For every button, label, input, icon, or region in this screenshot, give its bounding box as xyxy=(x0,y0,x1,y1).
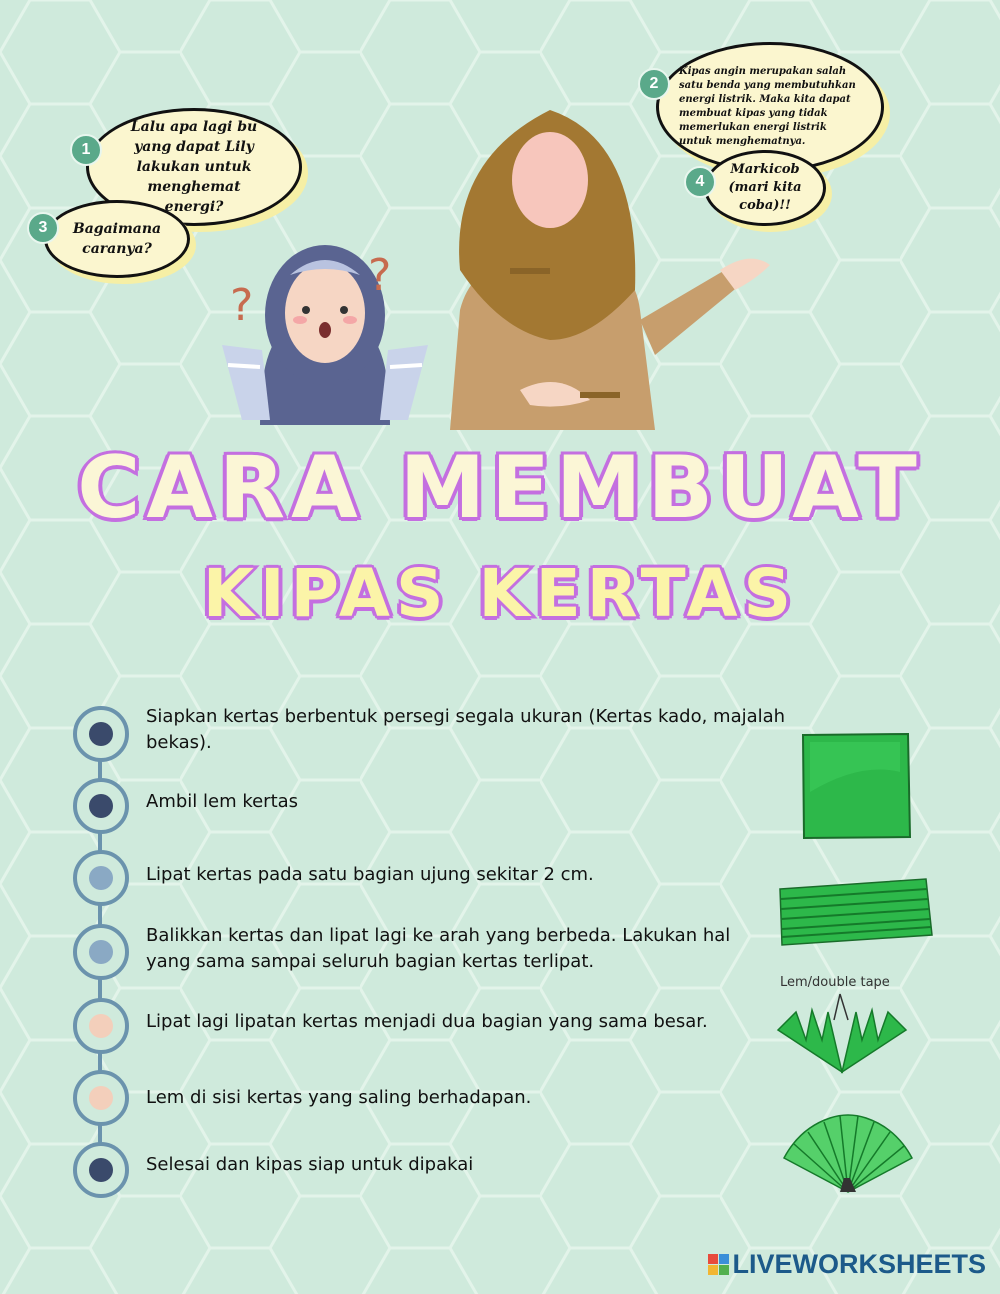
liveworksheets-logo-icon xyxy=(708,1254,729,1275)
step-node-1 xyxy=(73,706,129,762)
step-node-5 xyxy=(73,998,129,1054)
step-text-3: Lipat kertas pada satu bagian ujung sekitar 2 cm. xyxy=(146,864,594,885)
step-dot-3 xyxy=(89,866,113,890)
speech-bubble-4-text: Markicob (mari kita coba)!! xyxy=(728,162,802,213)
step-node-3 xyxy=(73,850,129,906)
speech-bubble-3 xyxy=(44,200,190,278)
step-text-2: Ambil lem kertas xyxy=(146,791,299,812)
step-node-7 xyxy=(73,1142,129,1198)
green-square-paper-image xyxy=(800,732,912,840)
half-fold-fan-image xyxy=(776,990,908,1078)
speech-bubble-1-text: Lalu apa lagi bu yang dapat Lily lakukan untuk menghemat energi? xyxy=(130,119,258,215)
folded-paper-image xyxy=(776,875,934,947)
step-dot-1 xyxy=(89,722,113,746)
step-text-1: Siapkan kertas berbentuk persegi segala ukuran (Kertas kado, majalah bekas). xyxy=(146,706,786,753)
girl-illustration xyxy=(200,235,450,435)
liveworksheets-logo[interactable] xyxy=(708,1249,986,1280)
step-dot-2 xyxy=(89,794,113,818)
step-dot-5 xyxy=(89,1014,113,1038)
step-text-4: Balikkan kertas dan lipat lagi ke arah yang berbeda. Lakukan hal yang sama sampai seluruh bagian kertas terlipat. xyxy=(146,925,731,972)
step-text-7: Selesai dan kipas siap untuk dipakai xyxy=(146,1154,474,1175)
step-text-5: Lipat lagi lipatan kertas menjadi dua bagian yang sama besar. xyxy=(146,1011,708,1032)
svg-text:?: ? xyxy=(368,250,392,301)
badge-2: 2 xyxy=(638,68,670,100)
badge-3: 3 xyxy=(27,212,59,244)
speech-bubble-2-text: Kipas angin merupakan salah satu benda yang membutuhkan energi listrik. Maka kita dapat membuat kipas yang tidak memerlukan energi listrik untuk menghematnya. xyxy=(679,66,856,147)
step-text-6: Lem di sisi kertas yang saling berhadapan. xyxy=(146,1087,532,1108)
finished-paper-fan-image xyxy=(780,1108,916,1196)
title-line-1: CARA MEMBUAT xyxy=(77,438,923,538)
footer-brand-text: LIVEWORKSHEETS xyxy=(732,1249,986,1279)
speech-bubble-3-text: Bagaimana caranya? xyxy=(72,221,162,257)
step-node-4 xyxy=(73,924,129,980)
step-dot-7 xyxy=(89,1158,113,1182)
step-dot-4 xyxy=(89,940,113,964)
step-node-6 xyxy=(73,1070,129,1126)
speech-bubble-4 xyxy=(704,150,826,226)
title-line-2: KIPAS KERTAS xyxy=(202,555,798,632)
lem-double-tape-label: Lem/double tape xyxy=(780,975,890,990)
badge-4: 4 xyxy=(684,166,716,198)
step-dot-6 xyxy=(89,1086,113,1110)
svg-text:?: ? xyxy=(230,280,254,331)
step-node-2 xyxy=(73,778,129,834)
badge-1: 1 xyxy=(70,134,102,166)
